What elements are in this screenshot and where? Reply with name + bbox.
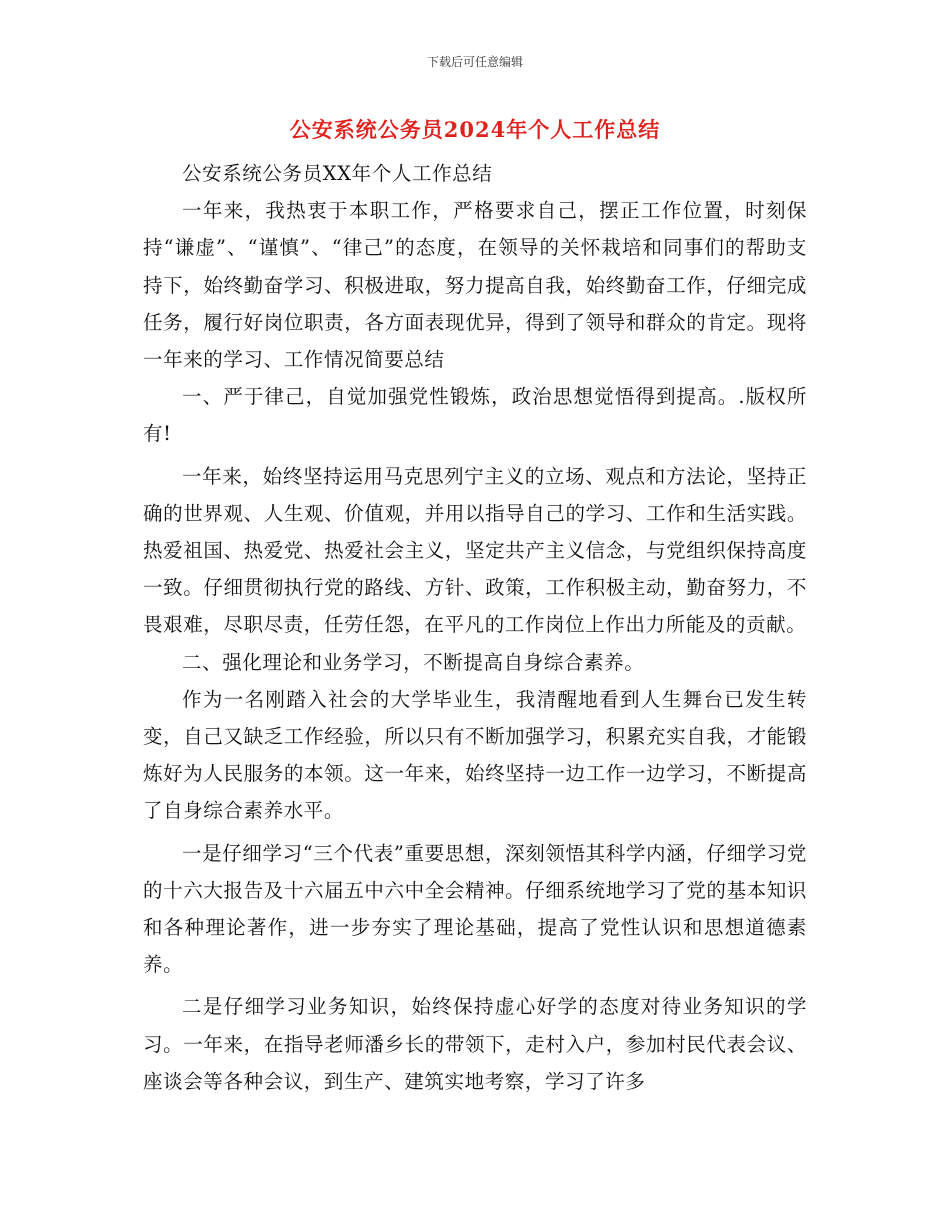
body-paragraph: 一是仔细学习“三个代表”重要思想，深刻领悟其科学内涵，仔细学习党的十六大报告及十六届五中六中全会精神。仔细系统地学习了党的基本知识和各种理论著作，进一步夯实了理论基础，提高了党性认识和思想道德素养。 — [143, 841, 807, 977]
document-title: 公安系统公务员2024年个人工作总结 — [289, 117, 661, 142]
body-paragraph: 作为一名刚踏入社会的大学毕业生，我清醒地看到人生舞台已发生转变，自己又缺乏工作经验，所以只有不断加强学习，积累充实自我，才能锻炼好为人民服务的本领。这一年来，始终坚持一边工作一边学习，不断提高了自身综合素养水平。 — [143, 687, 807, 823]
body-paragraph: 一年来，我热衷于本职工作，严格要求自己，摆正工作位置，时刻保持“谦虚”、“谨慎”、“律己”的态度，在领导的关怀栽培和同事们的帮助支持下，始终勤奋学习、积极进取，努力提高自我，始终勤奋工作，仔细完成任务，履行好岗位职责，各方面表现优异，得到了领导和群众的肯定。现将一年来的学习、工作情况简要总结 — [143, 199, 807, 372]
document-body — [143, 155, 807, 1100]
body-paragraph: 公安系统公务员XX年个人工作总结 — [182, 162, 493, 185]
body-paragraph: 一、严于律己，自觉加强党性锻炼，政治思想觉悟得到提高。.版权所有! — [143, 385, 807, 446]
body-paragraph: 二、强化理论和业务学习，不断提高自身综合素养。 — [182, 650, 645, 674]
header-note: 下载后可任意编辑 — [426, 55, 523, 69]
body-paragraph: 一年来，始终坚持运用马克思列宁主义的立场、观点和方法论，坚持正确的世界观、人生观、价值观，并用以指导自己的学习、工作和生活实践。热爱祖国、热爱党、热爱社会主义，坚定共产主义信念，与党组织保持高度一致。仔细贯彻执行党的路线、方针、政策，工作积极主动，勤奋努力，不畏艰难，尽职尽责，任劳任怨，在平凡的工作岗位上作出力所能及的贡献。 — [143, 464, 807, 637]
body-paragraph: 二是仔细学习业务知识，始终保持虚心好学的态度对待业务知识的学习。一年来，在指导老师潘乡长的带领下，走村入户，参加村民代表会议、座谈会等各种会议，到生产、建筑实地考察，学习了许多 — [143, 995, 807, 1093]
